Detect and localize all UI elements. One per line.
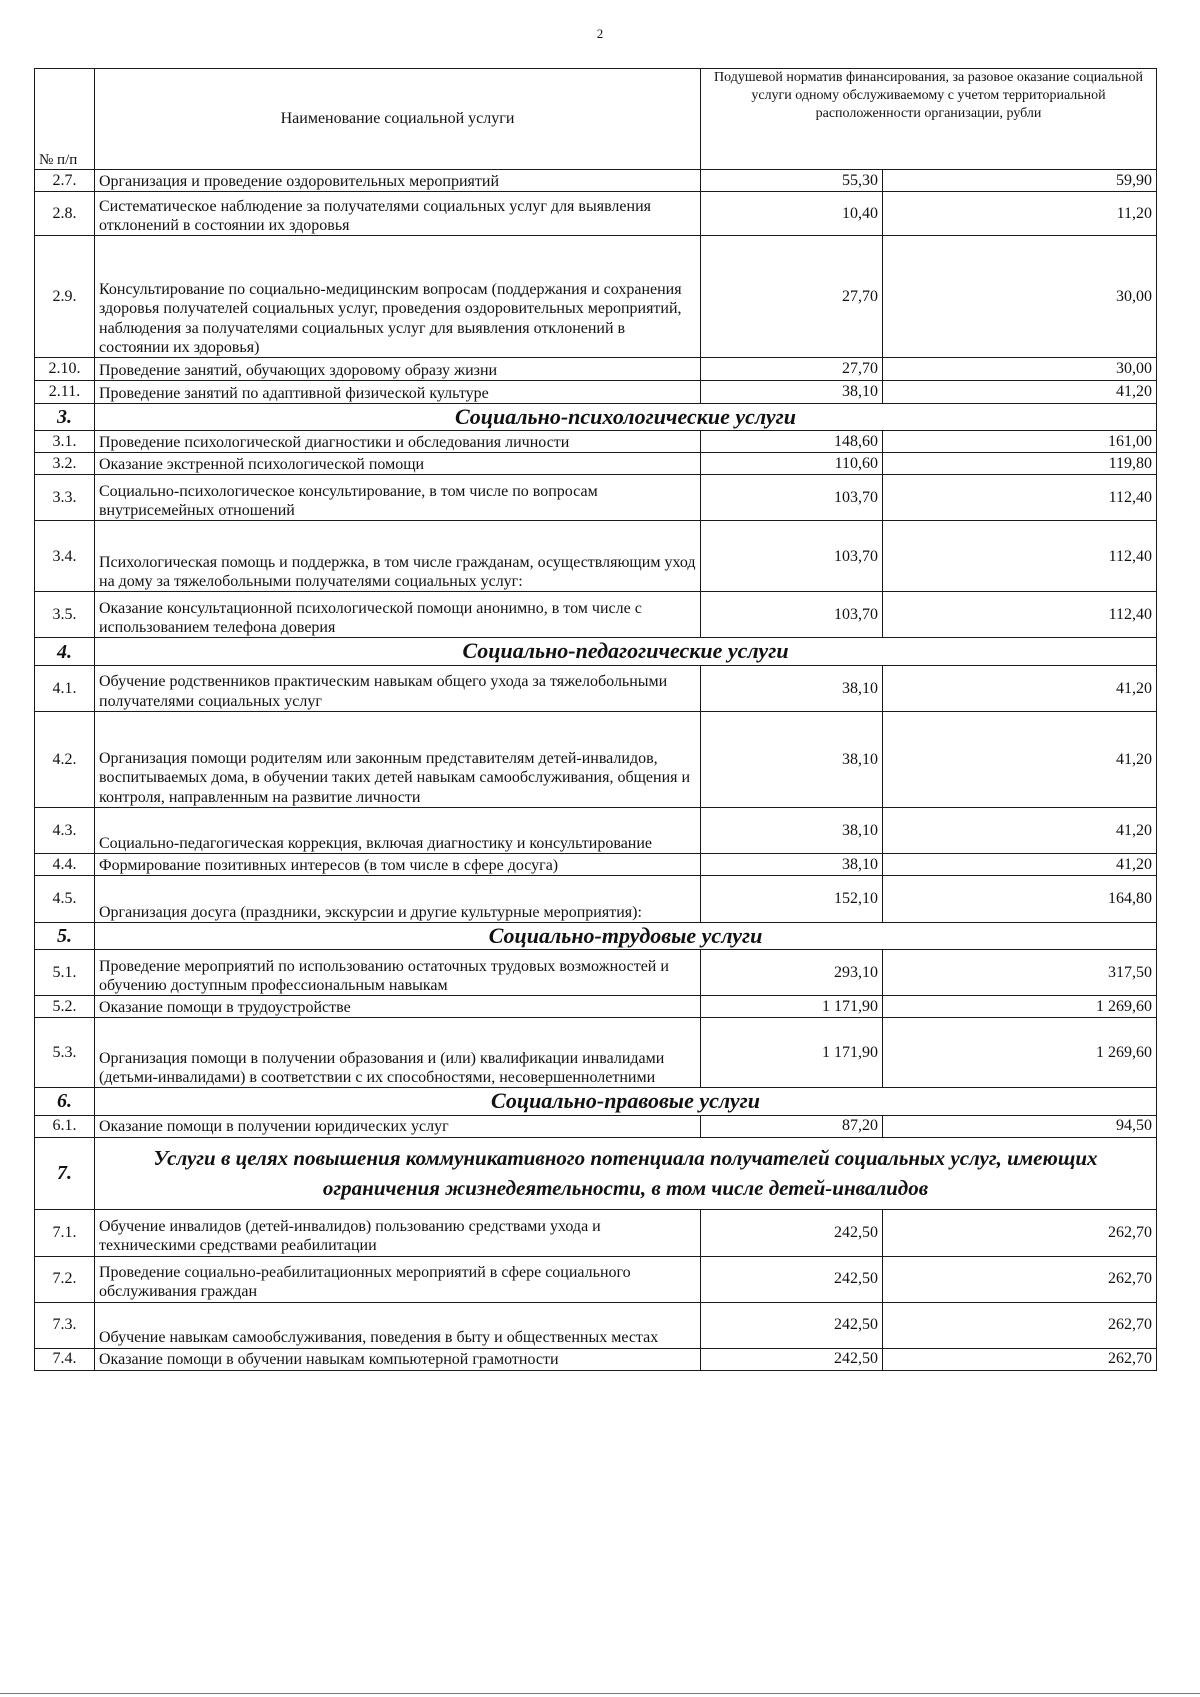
norm-value-2: 41,20 [883, 665, 1157, 711]
row-number: 3.3. [35, 475, 95, 521]
table-row [35, 1115, 1157, 1137]
norm-value-2: 30,00 [883, 358, 1157, 381]
norm-value-2: 262,70 [883, 1302, 1157, 1348]
service-name: Обучение инвалидов (детей-инвалидов) пользованию средствами ухода и техническими средствами реабилитации [95, 1209, 701, 1256]
norm-value-1: 38,10 [701, 711, 883, 807]
norm-value-2: 262,70 [883, 1209, 1157, 1256]
section-row [35, 404, 1157, 431]
service-name: Проведение социально-реабилитационных мероприятий в сфере социального обслуживания граждан [95, 1256, 701, 1302]
table-row [35, 1256, 1157, 1302]
page-bottom-edge [0, 1693, 1200, 1694]
norm-value-2: 112,40 [883, 592, 1157, 638]
row-number: 5.2. [35, 996, 95, 1018]
service-name: Обучение родственников практическим навыкам общего ухода за тяжелобольными получателями социальных услуг [95, 665, 701, 711]
service-name: Оказание помощи в обучении навыкам компьютерной грамотности [95, 1348, 701, 1370]
row-number: 3.1. [35, 431, 95, 453]
page-number: 2 [596, 26, 604, 41]
table-row [35, 711, 1157, 807]
norm-value-1: 38,10 [701, 665, 883, 711]
row-number: 3.4. [35, 521, 95, 592]
service-name: Организация досуга (праздники, экскурсии и другие культурные мероприятия): [95, 875, 701, 922]
norm-value-2: 317,50 [883, 950, 1157, 996]
service-name: Консультирование по социально-медицинским вопросам (поддержания и сохранения здоровья получателей социальных услуг, проведения оздоровительных мероприятий, наблюдения за получателями социальных услуг для выявления отклонений в состоянии их здоровья) [95, 236, 701, 358]
table-row [35, 170, 1157, 192]
norm-value-2: 11,20 [883, 192, 1157, 236]
table-row [35, 807, 1157, 853]
norm-value-1: 27,70 [701, 236, 883, 358]
service-name: Социально-психологическое консультирование, в том числе по вопросам внутрисемейных отношений [95, 475, 701, 521]
service-name: Оказание помощи в трудоустройстве [95, 996, 701, 1018]
norm-value-2: 59,90 [883, 170, 1157, 192]
section-title: Социально-педагогические услуги [95, 638, 1157, 665]
service-name: Оказание консультационной психологической помощи анонимно, в том числе с использованием телефона доверия [95, 592, 701, 638]
norm-value-1: 27,70 [701, 358, 883, 381]
norm-value-1: 1 171,90 [701, 996, 883, 1018]
row-number: 2.9. [35, 236, 95, 358]
row-number: 2.11. [35, 381, 95, 404]
table-row [35, 1348, 1157, 1370]
row-number: 2.8. [35, 192, 95, 236]
row-number: 6.1. [35, 1115, 95, 1137]
row-number: 5.3. [35, 1018, 95, 1088]
row-number: 7.2. [35, 1256, 95, 1302]
norm-value-1: 103,70 [701, 592, 883, 638]
row-number: 4.4. [35, 853, 95, 875]
service-name: Социально-педагогическая коррекция, включая диагностику и консультирование [95, 807, 701, 853]
service-name: Оказание помощи в получении юридических услуг [95, 1115, 701, 1137]
section-row [35, 1137, 1157, 1209]
section-title: Услуги в целях повышения коммуникативного потенциала получателей социальных услуг, имеющих ограничения жизнедеятельности, в том числе детей-инвалидов [95, 1137, 1157, 1209]
table-row [35, 475, 1157, 521]
norm-value-2: 94,50 [883, 1115, 1157, 1137]
row-number: 2.7. [35, 170, 95, 192]
header-num: № п/п [35, 69, 95, 170]
norm-value-2: 164,80 [883, 875, 1157, 922]
norm-value-1: 242,50 [701, 1348, 883, 1370]
section-title: Социально-психологические услуги [95, 404, 1157, 431]
service-name: Организация и проведение оздоровительных мероприятий [95, 170, 701, 192]
norm-value-1: 242,50 [701, 1302, 883, 1348]
header-name: Наименование социальной услуги [95, 69, 701, 170]
norm-value-2: 119,80 [883, 453, 1157, 475]
service-name: Систематическое наблюдение за получателями социальных услуг для выявления отклонений в состоянии их здоровья [95, 192, 701, 236]
section-row [35, 1088, 1157, 1115]
table-row [35, 665, 1157, 711]
norm-value-1: 38,10 [701, 381, 883, 404]
norm-value-1: 10,40 [701, 192, 883, 236]
table-row [35, 358, 1157, 381]
service-name: Обучение навыкам самообслуживания, поведения в быту и общественных местах [95, 1302, 701, 1348]
row-number: 4.2. [35, 711, 95, 807]
section-number: 4. [35, 638, 95, 665]
norm-value-1: 38,10 [701, 807, 883, 853]
header-financing: Подушевой норматив финансирования, за разовое оказание социальной услуги одному обслуживаемому с учетом территориальной расположенности организации, рубли [701, 69, 1157, 170]
norm-value-2: 41,20 [883, 711, 1157, 807]
table-row [35, 381, 1157, 404]
section-title: Социально-правовые услуги [95, 1088, 1157, 1115]
service-name: Проведение мероприятий по использованию остаточных трудовых возможностей и обучению доступным профессиональным навыкам [95, 950, 701, 996]
table-row [35, 521, 1157, 592]
table-row [35, 950, 1157, 996]
norm-value-2: 161,00 [883, 431, 1157, 453]
row-number: 7.4. [35, 1348, 95, 1370]
service-name: Проведение занятий по адаптивной физической культуре [95, 381, 701, 404]
table-row [35, 875, 1157, 922]
table-header-row [35, 69, 1157, 170]
row-number: 7.3. [35, 1302, 95, 1348]
service-name: Организация помощи в получении образования и (или) квалификации инвалидами (детьми-инвалидами) в соответствии с их способностями, несовершеннолетними [95, 1018, 701, 1088]
norm-value-2: 262,70 [883, 1256, 1157, 1302]
norm-value-1: 87,20 [701, 1115, 883, 1137]
norm-value-1: 103,70 [701, 521, 883, 592]
row-number: 5.1. [35, 950, 95, 996]
section-number: 3. [35, 404, 95, 431]
row-number: 7.1. [35, 1209, 95, 1256]
table-row [35, 236, 1157, 358]
section-number: 6. [35, 1088, 95, 1115]
norm-value-1: 293,10 [701, 950, 883, 996]
service-name: Проведение психологической диагностики и обследования личности [95, 431, 701, 453]
table-row [35, 192, 1157, 236]
row-number: 2.10. [35, 358, 95, 381]
table-body [35, 170, 1157, 1371]
table-row [35, 1018, 1157, 1088]
norm-value-2: 1 269,60 [883, 1018, 1157, 1088]
norm-value-1: 1 171,90 [701, 1018, 883, 1088]
table-row [35, 431, 1157, 453]
norm-value-2: 112,40 [883, 475, 1157, 521]
section-row [35, 638, 1157, 665]
norm-value-2: 112,40 [883, 521, 1157, 592]
service-name: Проведение занятий, обучающих здоровому образу жизни [95, 358, 701, 381]
row-number: 4.3. [35, 807, 95, 853]
norm-value-1: 152,10 [701, 875, 883, 922]
norm-value-1: 55,30 [701, 170, 883, 192]
table-row [35, 996, 1157, 1018]
norm-value-2: 30,00 [883, 236, 1157, 358]
table-row [35, 1302, 1157, 1348]
service-name: Психологическая помощь и поддержка, в том числе гражданам, осуществляющим уход на дому за тяжелобольными получателями социальных услуг: [95, 521, 701, 592]
table-row [35, 453, 1157, 475]
norm-value-1: 242,50 [701, 1209, 883, 1256]
norm-value-2: 41,20 [883, 807, 1157, 853]
section-row [35, 922, 1157, 949]
service-name: Формирование позитивных интересов (в том числе в сфере досуга) [95, 853, 701, 875]
row-number: 3.5. [35, 592, 95, 638]
row-number: 3.2. [35, 453, 95, 475]
norm-value-1: 110,60 [701, 453, 883, 475]
row-number: 4.1. [35, 665, 95, 711]
norm-value-2: 41,20 [883, 853, 1157, 875]
service-name: Оказание экстренной психологической помощи [95, 453, 701, 475]
norm-value-1: 242,50 [701, 1256, 883, 1302]
row-number: 4.5. [35, 875, 95, 922]
norm-value-1: 38,10 [701, 853, 883, 875]
service-name: Организация помощи родителям или законным представителям детей-инвалидов, воспитываемых дома, в обучении таких детей навыкам самообслуживания, общения и контроля, направленным на развитие личности [95, 711, 701, 807]
norm-value-1: 103,70 [701, 475, 883, 521]
norm-value-2: 1 269,60 [883, 996, 1157, 1018]
services-table [34, 68, 1157, 1371]
section-number: 7. [35, 1137, 95, 1209]
norm-value-1: 148,60 [701, 431, 883, 453]
section-title: Социально-трудовые услуги [95, 922, 1157, 949]
norm-value-2: 41,20 [883, 381, 1157, 404]
table-row [35, 592, 1157, 638]
section-number: 5. [35, 922, 95, 949]
norm-value-2: 262,70 [883, 1348, 1157, 1370]
table-row [35, 1209, 1157, 1256]
table-row [35, 853, 1157, 875]
